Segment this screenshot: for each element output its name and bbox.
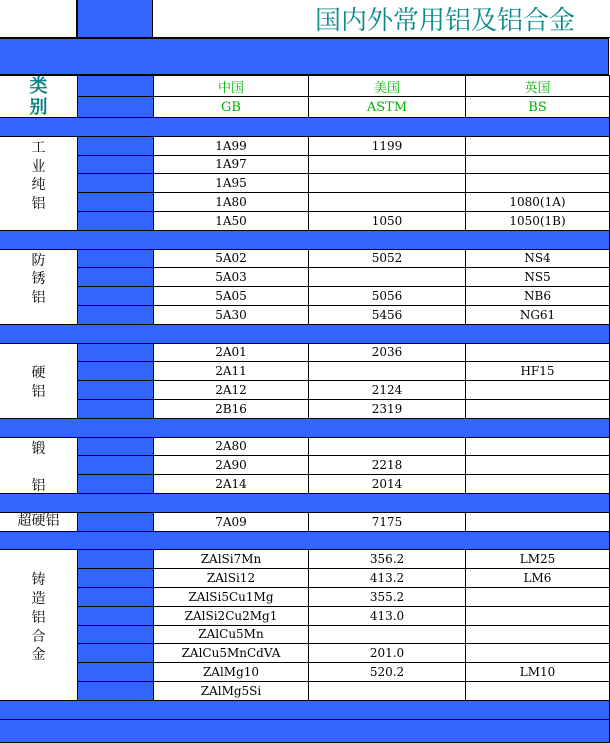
- category-char: 铝: [31, 478, 46, 494]
- gb-grade-cell: ZAlSi2Cu2Mg1: [153, 606, 309, 626]
- category-header-char: 别: [29, 96, 48, 118]
- astm-grade-cell: 7175: [308, 512, 466, 532]
- blue-column-cell: [77, 136, 154, 156]
- category-cell: [0, 437, 78, 494]
- blue-column-cell: [77, 380, 154, 400]
- astm-grade-cell: [308, 192, 466, 212]
- category-header-char: 类: [29, 75, 48, 97]
- blue-column-cell: [77, 455, 154, 475]
- astm-grade-cell: 1050: [308, 211, 466, 231]
- bs-grade-cell: [465, 343, 610, 363]
- bs-grade-cell: NG61: [465, 305, 610, 325]
- astm-grade-cell: 413.0: [308, 606, 466, 626]
- astm-grade-cell: 2218: [308, 455, 466, 475]
- blue-column-cell: [77, 643, 154, 663]
- astm-grade-cell: [308, 173, 466, 193]
- bs-grade-cell: [465, 625, 610, 645]
- category-cell: [0, 549, 78, 700]
- astm-grade-cell: [308, 361, 466, 381]
- astm-grade-cell: [308, 625, 466, 645]
- category-char: [31, 458, 47, 477]
- category-char: 硬: [31, 365, 46, 382]
- astm-grade-cell: 413.2: [308, 568, 466, 588]
- gb-grade-cell: 5A02: [153, 249, 309, 269]
- category-char: 金: [31, 647, 46, 664]
- bs-grade-cell: [465, 399, 610, 419]
- bs-grade-cell: [465, 437, 610, 457]
- bs-grade-cell: NB6: [465, 286, 610, 306]
- bs-grade-cell: [465, 587, 610, 607]
- astm-grade-cell: 5056: [308, 286, 466, 306]
- bs-grade-cell: HF15: [465, 361, 610, 381]
- blue-column-cell: [77, 96, 154, 118]
- blue-column-cell: [77, 343, 154, 363]
- gb-grade-cell: 2A01: [153, 343, 309, 363]
- category-cell: [0, 343, 78, 419]
- astm-grade-cell: [308, 155, 466, 175]
- category-char: 合: [31, 628, 46, 645]
- gb-grade-cell: 7A09: [153, 512, 309, 532]
- standard-header: ASTM: [308, 96, 466, 118]
- gb-grade-cell: 5A05: [153, 286, 309, 306]
- gb-grade-cell: 1A99: [153, 136, 309, 156]
- blue-column-cell: [77, 549, 154, 569]
- category-label: [31, 139, 47, 214]
- astm-grade-cell: 201.0: [308, 643, 466, 663]
- bs-grade-cell: [465, 136, 610, 156]
- astm-grade-cell: 356.2: [308, 549, 466, 569]
- blue-column-cell: [77, 192, 154, 212]
- blue-column-cell: [77, 625, 154, 645]
- blue-separator-row: [0, 117, 610, 137]
- standard-header: GB: [153, 96, 309, 118]
- bs-grade-cell: 1050(1B): [465, 211, 610, 231]
- category-char: 锻: [31, 440, 46, 457]
- astm-grade-cell: 5052: [308, 249, 466, 269]
- category-header: [0, 75, 78, 118]
- blue-column-cell: [77, 361, 154, 381]
- astm-grade-cell: 2319: [308, 399, 466, 419]
- blue-column-cell: [77, 662, 154, 682]
- astm-grade-cell: 5456: [308, 305, 466, 325]
- bs-grade-cell: LM25: [465, 549, 610, 569]
- country-header: 英国: [465, 75, 610, 97]
- bs-grade-cell: NS4: [465, 249, 610, 269]
- category-char: 防: [31, 252, 46, 269]
- bs-grade-cell: [465, 155, 610, 175]
- country-header: 美国: [308, 75, 466, 97]
- gb-grade-cell: 2B16: [153, 399, 309, 419]
- blue-column-cell: [77, 399, 154, 419]
- category-label: [31, 346, 47, 402]
- gb-grade-cell: 1A97: [153, 155, 309, 175]
- category-char: 铝: [31, 290, 46, 307]
- category-cell: [0, 136, 78, 231]
- category-char: 造: [31, 590, 46, 607]
- bs-grade-cell: LM6: [465, 568, 610, 588]
- blue-separator-row: [0, 324, 610, 344]
- category-char: [31, 552, 47, 571]
- blue-separator-row: [0, 719, 610, 743]
- category-label: [31, 552, 47, 665]
- gb-grade-cell: 1A80: [153, 192, 309, 212]
- blue-band-cell: [77, 0, 153, 38]
- gb-grade-cell: ZAlSi7Mn: [153, 549, 309, 569]
- standard-header: BS: [465, 96, 610, 118]
- blue-column-cell: [77, 512, 154, 532]
- blue-separator-row: [0, 230, 610, 250]
- bs-grade-cell: [465, 643, 610, 663]
- astm-grade-cell: 1199: [308, 136, 466, 156]
- blue-column-cell: [77, 437, 154, 457]
- astm-grade-cell: 520.2: [308, 662, 466, 682]
- astm-grade-cell: 2036: [308, 343, 466, 363]
- country-header: 中国: [153, 75, 309, 97]
- blue-column-cell: [77, 474, 154, 494]
- bs-grade-cell: [465, 474, 610, 494]
- blue-column-cell: [77, 568, 154, 588]
- category-char: 铸: [31, 572, 46, 589]
- blue-column-cell: [77, 681, 154, 701]
- gb-grade-cell: ZAlSi5Cu1Mg: [153, 587, 309, 607]
- astm-grade-cell: 2014: [308, 474, 466, 494]
- blue-header-band: [0, 38, 609, 75]
- category-cell: [0, 249, 78, 325]
- astm-grade-cell: [308, 681, 466, 701]
- page-title: 国内外常用铝及铝合金: [153, 0, 610, 38]
- astm-grade-cell: [308, 267, 466, 287]
- blue-column-cell: [77, 587, 154, 607]
- gb-grade-cell: 5A30: [153, 305, 309, 325]
- gb-grade-cell: 1A95: [153, 173, 309, 193]
- blue-column-cell: [77, 211, 154, 231]
- bs-grade-cell: [465, 380, 610, 400]
- category-char: 铝: [31, 384, 46, 401]
- blue-column-cell: [77, 173, 154, 193]
- blue-separator-row: [0, 531, 610, 551]
- blue-column-cell: [77, 155, 154, 175]
- blue-separator-row: [0, 700, 610, 720]
- category-char: 工: [31, 139, 46, 156]
- bs-grade-cell: [465, 455, 610, 475]
- blue-separator-row: [0, 493, 610, 513]
- astm-grade-cell: [308, 437, 466, 457]
- category-char: 纯: [31, 177, 46, 194]
- bs-grade-cell: [465, 606, 610, 626]
- category-char: 铝: [31, 609, 46, 626]
- blue-column-cell: [77, 606, 154, 626]
- category-cell: 超硬铝: [0, 512, 78, 532]
- gb-grade-cell: 2A90: [153, 455, 309, 475]
- bs-grade-cell: [465, 512, 610, 532]
- gb-grade-cell: ZAlMg10: [153, 662, 309, 682]
- category-char: 锈: [31, 271, 46, 288]
- gb-grade-cell: 2A11: [153, 361, 309, 381]
- blue-column-cell: [77, 286, 154, 306]
- astm-grade-cell: 2124: [308, 380, 466, 400]
- category-char: 业: [31, 158, 46, 175]
- corner-cell: [0, 0, 77, 38]
- bs-grade-cell: LM10: [465, 662, 610, 682]
- blue-column-cell: [77, 75, 154, 97]
- gb-grade-cell: 5A03: [153, 267, 309, 287]
- gb-grade-cell: 2A14: [153, 474, 309, 494]
- bs-grade-cell: 1080(1A): [465, 192, 610, 212]
- blue-column-cell: [77, 249, 154, 269]
- gb-grade-cell: ZAlMg5Si: [153, 681, 309, 701]
- blue-column-cell: [77, 267, 154, 287]
- gb-grade-cell: 2A80: [153, 437, 309, 457]
- gb-grade-cell: ZAlCu5Mn: [153, 625, 309, 645]
- gb-grade-cell: 1A50: [153, 211, 309, 231]
- bs-grade-cell: [465, 173, 610, 193]
- blue-column-cell: [77, 305, 154, 325]
- blue-separator-row: [0, 418, 610, 438]
- gb-grade-cell: 2A12: [153, 380, 309, 400]
- category-char: 铝: [31, 196, 46, 213]
- gb-grade-cell: ZAlSi12: [153, 568, 309, 588]
- bs-grade-cell: NS5: [465, 267, 610, 287]
- astm-grade-cell: 355.2: [308, 587, 466, 607]
- category-label: [31, 440, 47, 494]
- category-label: [31, 252, 47, 308]
- bs-grade-cell: [465, 681, 610, 701]
- category-char: [31, 346, 47, 365]
- gb-grade-cell: ZAlCu5MnCdVA: [153, 643, 309, 663]
